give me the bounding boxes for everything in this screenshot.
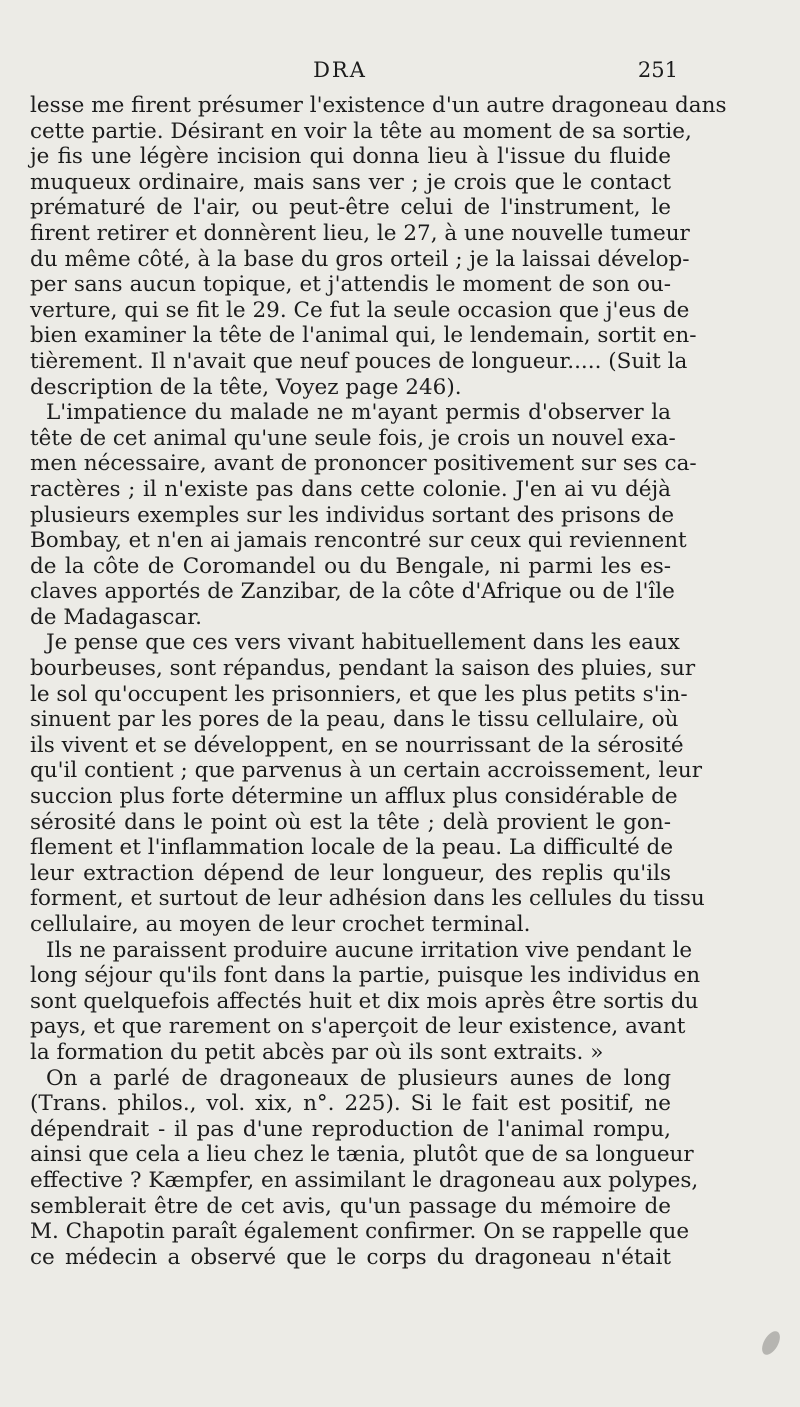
ink-smudge (758, 1328, 783, 1358)
text-line: de la côte de Coromandel ou du Bengale, ni parmi les es- (30, 553, 671, 579)
page-number: 251 (637, 58, 678, 82)
text-line: sérosité dans le point où est la tête ; delà provient le gon- (30, 809, 671, 835)
text-line: prématuré de l'air, ou peut-être celui de l'instrument, le (30, 195, 671, 221)
text-line: dépendrait - il pas d'une reproduction de l'animal rompu, (30, 1116, 671, 1142)
text-line: forment, et surtout de leur adhésion dans les cellules du tissu (30, 886, 705, 912)
text-line: flement et l'inflammation locale de la peau. La difficulté de (30, 835, 674, 861)
text-line: la formation du petit abcès par où ils sont extraits. » (30, 1039, 604, 1065)
text-line: Ils ne paraissent produire aucune irritation vive pendant le (46, 937, 693, 963)
text-line: verture, qui se fit le 29. Ce fut la seule occasion que j'eus de (30, 297, 690, 323)
text-line: claves apportés de Zanzibar, de la côte d'Afrique ou de l'île (30, 579, 675, 605)
body-text (30, 93, 727, 1270)
text-line: long séjour qu'ils font dans la partie, puisque les individus en (30, 963, 701, 989)
text-line: ce médecin a observé que le corps du dragoneau n'était (30, 1244, 671, 1270)
text-line: description de la tête, Voyez page 246). (30, 374, 462, 400)
text-line: le sol qu'occupent les prisonniers, et que les plus petits s'in- (30, 681, 688, 707)
text-line: cette partie. Désirant en voir la tête au moment de sa sortie, (30, 118, 692, 144)
text-line: pays, et que rarement on s'aperçoit de leur existence, avant (30, 1014, 686, 1040)
text-line: On a parlé de dragoneaux de plusieurs aunes de long (46, 1065, 671, 1091)
text-line: lesse me firent présumer l'existence d'un autre dragoneau dans (30, 93, 727, 118)
text-line: Je pense que ces vers vivant habituellement dans les eaux (46, 630, 680, 656)
text-line: cellulaire, au moyen de leur crochet terminal. (30, 912, 531, 937)
text-line: qu'il contient ; que parvenus à un certain accroissement, leur (30, 758, 703, 784)
text-line: per sans aucun topique, et j'attendis le moment de son ou- (30, 272, 671, 298)
text-line: sont quelquefois affectés huit et dix mois après être sortis du (30, 988, 699, 1014)
text-line: tièrement. Il n'avait que neuf pouces de longueur..... (Suit la (30, 348, 688, 374)
text-line: muqueux ordinaire, mais sans ver ; je crois que le contact (30, 169, 671, 195)
text-line: (Trans. philos., vol. xix, n°. 225). Si le fait est positif, ne (30, 1091, 671, 1117)
text-line: firent retirer et donnèrent lieu, le 27, à une nouvelle tumeur (30, 220, 690, 246)
text-line: plusieurs exemples sur les individus sortant des prisons de (30, 502, 675, 528)
text-line: je fis une légère incision qui donna lieu à l'issue du fluide (30, 144, 671, 170)
running-title: DRA (313, 58, 367, 82)
text-line: sinuent par les pores de la peau, dans le tissu cellulaire, où (30, 707, 679, 733)
text-line: leur extraction dépend de leur longueur, des replis qu'ils (30, 860, 671, 886)
text-line: M. Chapotin paraît également confirmer. On se rappelle que (30, 1219, 690, 1245)
text-line: de Madagascar. (30, 604, 202, 630)
text-line: ainsi que cela a lieu chez le tænia, plutôt que de sa longueur (30, 1142, 694, 1168)
text-line: ils vivent et se développent, en se nourrissant de la sérosité (30, 732, 684, 758)
text-line: bourbeuses, sont répandus, pendant la saison des pluies, sur (30, 656, 696, 682)
text-line: bien examiner la tête de l'animal qui, le lendemain, sortit en- (30, 323, 697, 349)
text-line: semblerait être de cet avis, qu'un passage du mémoire de (30, 1193, 671, 1219)
text-line: Bombay, et n'en ai jamais rencontré sur ceux qui reviennent (30, 528, 687, 554)
text-line: succion plus forte détermine un afflux plus considérable de (30, 784, 678, 810)
text-line: du même côté, à la base du gros orteil ; je la laissai dévelop- (30, 246, 690, 272)
text-line: L'impatience du malade ne m'ayant permis d'observer la (46, 400, 671, 426)
text-line: effective ? Kæmpfer, en assimilant le dragoneau aux polypes, (30, 1167, 699, 1193)
text-line: ractères ; il n'existe pas dans cette colonie. J'en ai vu déjà (30, 476, 671, 502)
text-line: tête de cet animal qu'une seule fois, je crois un nouvel exa- (30, 425, 676, 451)
text-line: men nécessaire, avant de prononcer positivement sur ses ca- (30, 451, 697, 477)
